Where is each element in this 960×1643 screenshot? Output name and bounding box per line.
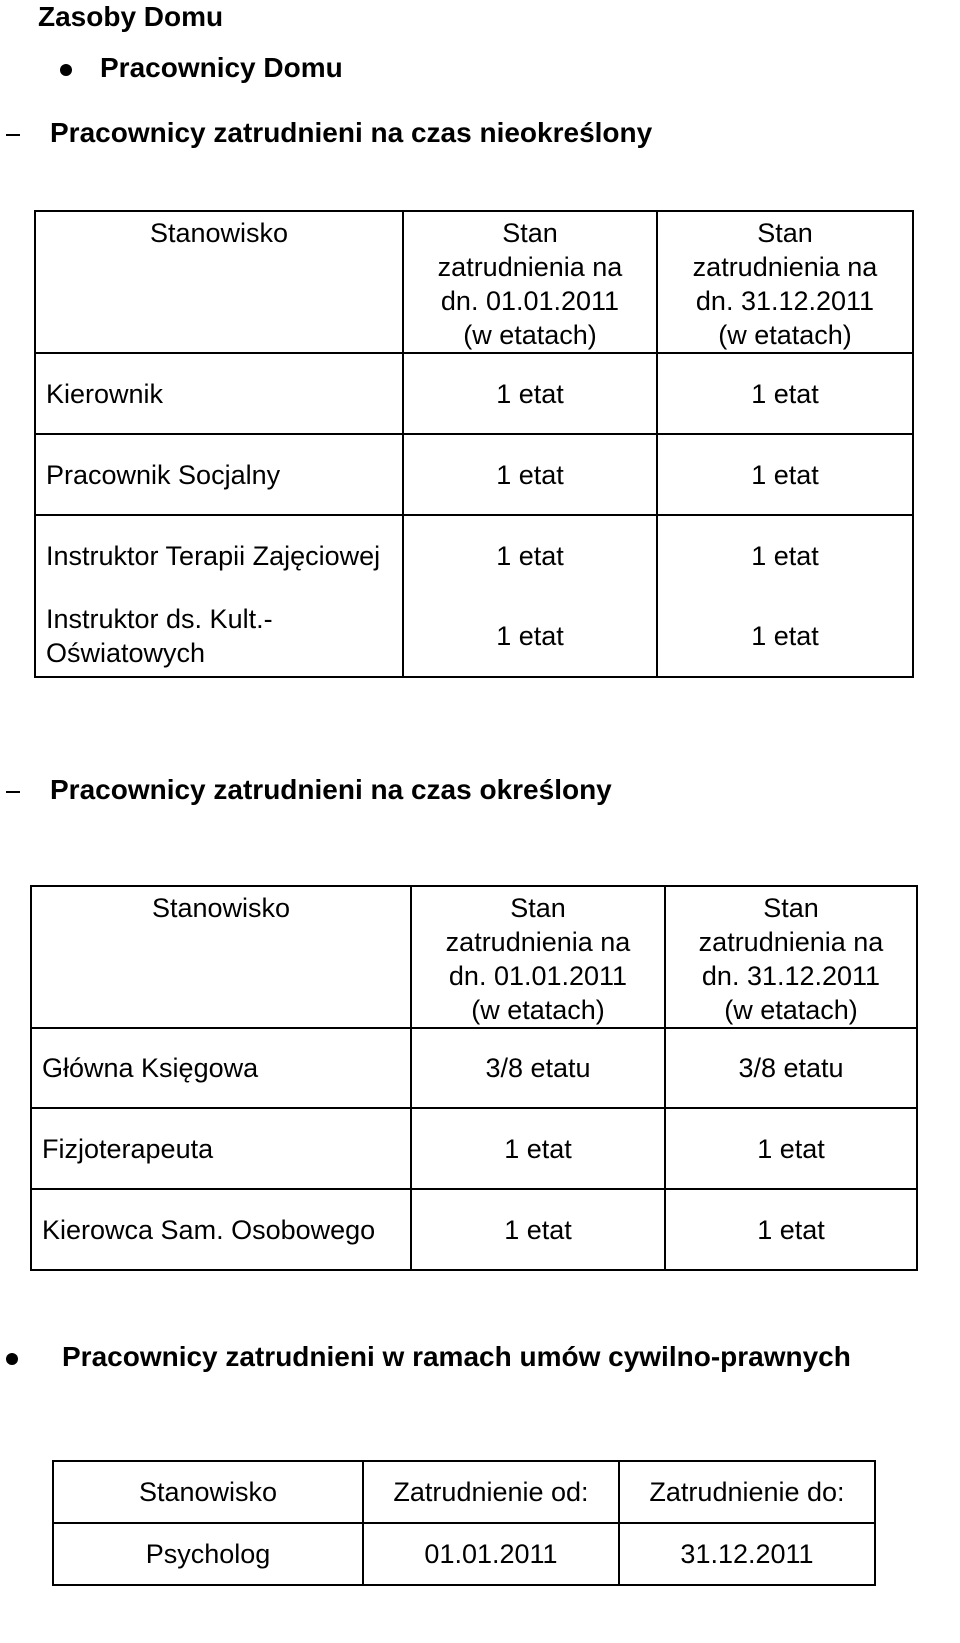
table-nieokreslony [34, 210, 914, 678]
header-stan-01-01: Stan zatrudnienia na dn. 01.01.2011 (w etatach) [403, 211, 657, 353]
table-row [53, 1523, 875, 1585]
table-umowy [52, 1460, 876, 1586]
cell-stanowisko: Główna Księgowa [31, 1028, 411, 1108]
cell-stan-start: 1 etat [411, 1108, 665, 1189]
header-stanowisko: Stanowisko [35, 211, 403, 353]
cell-stan-end: 1 etat [657, 353, 913, 434]
cell-stan-start: 1 etat [403, 515, 657, 596]
table-header-row [31, 886, 917, 1028]
cell-stanowisko: Instruktor Terapii Zajęciowej [35, 515, 403, 596]
header-stan-31-12: Stan zatrudnienia na dn. 31.12.2011 (w etatach) [665, 886, 917, 1028]
subsection-okreslony [6, 773, 612, 807]
table-header-row [53, 1461, 875, 1523]
cell-stanowisko: Instruktor ds. Kult.- Oświatowych [35, 596, 403, 677]
table-row [31, 1108, 917, 1189]
table-row [31, 1189, 917, 1270]
cell-stan-end: 3/8 etatu [665, 1028, 917, 1108]
page-title: Zasoby Domu [38, 1, 224, 32]
table-row [35, 434, 913, 515]
cell-stan-start: 3/8 etatu [411, 1028, 665, 1108]
bullet-item-pracownicy-domu [60, 51, 343, 85]
header-zatrudnienie-od: Zatrudnienie od: [363, 1461, 619, 1523]
cell-stanowisko: Fizjoterapeuta [31, 1108, 411, 1189]
cell-zatrudnienie-od: 01.01.2011 [363, 1523, 619, 1585]
dash-icon [6, 791, 20, 793]
subsection-label: Pracownicy zatrudnieni na czas nieokreślony [50, 117, 653, 148]
cell-stan-end: 1 etat [657, 515, 913, 596]
table-row [35, 353, 913, 434]
cell-zatrudnienie-do: 31.12.2011 [619, 1523, 875, 1585]
bullet-item-umowy [6, 1340, 851, 1374]
table-row [31, 1028, 917, 1108]
bullet-label: Pracownicy Domu [100, 52, 343, 83]
header-stanowisko: Stanowisko [53, 1461, 363, 1523]
header-stan-01-01: Stan zatrudnienia na dn. 01.01.2011 (w etatach) [411, 886, 665, 1028]
cell-stanowisko: Psycholog [53, 1523, 363, 1585]
header-stan-31-12: Stan zatrudnienia na dn. 31.12.2011 (w etatach) [657, 211, 913, 353]
cell-stan-start: 1 etat [403, 434, 657, 515]
cell-stan-end: 1 etat [665, 1189, 917, 1270]
table-row [35, 596, 913, 677]
cell-stan-end: 1 etat [657, 596, 913, 677]
subsection-nieokreslony [6, 116, 652, 150]
cell-stan-start: 1 etat [403, 353, 657, 434]
bullet-label: Pracownicy zatrudnieni w ramach umów cywilno-prawnych [62, 1341, 851, 1372]
header-stanowisko: Stanowisko [31, 886, 411, 1028]
cell-stan-end: 1 etat [665, 1108, 917, 1189]
table-header-row [35, 211, 913, 353]
cell-stan-start: 1 etat [411, 1189, 665, 1270]
cell-stanowisko: Kierownik [35, 353, 403, 434]
cell-stanowisko: Kierowca Sam. Osobowego [31, 1189, 411, 1270]
table-row [35, 515, 913, 596]
cell-stanowisko: Pracownik Socjalny [35, 434, 403, 515]
dash-icon [6, 134, 20, 136]
bullet-icon [60, 64, 72, 76]
subsection-label: Pracownicy zatrudnieni na czas określony [50, 774, 612, 805]
cell-stan-end: 1 etat [657, 434, 913, 515]
bullet-icon [6, 1353, 18, 1365]
header-zatrudnienie-do: Zatrudnienie do: [619, 1461, 875, 1523]
table-okreslony [30, 885, 918, 1271]
cell-stan-start: 1 etat [403, 596, 657, 677]
